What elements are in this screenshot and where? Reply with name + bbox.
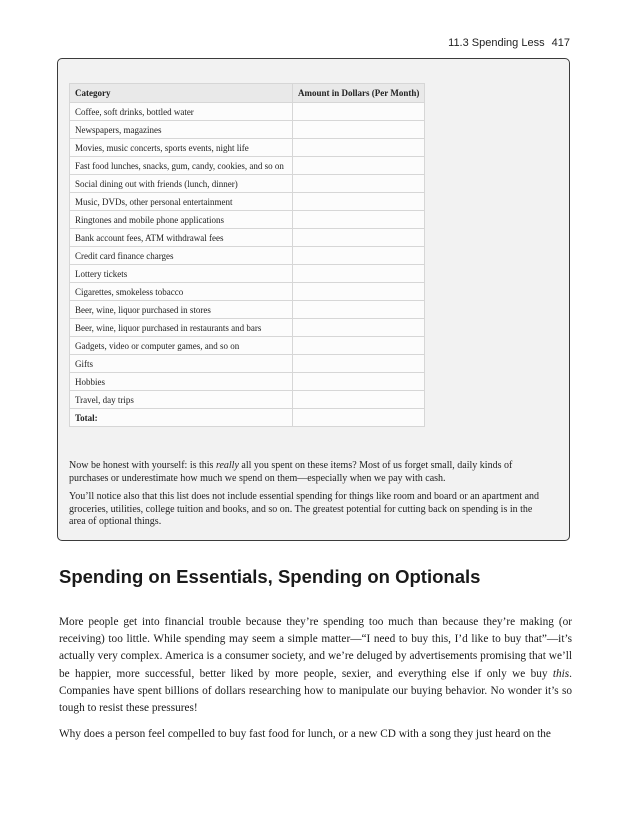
box-paragraph [69,460,549,485]
category-cell: Hobbies [70,373,293,391]
emphasis: really [215,460,239,471]
text-run: . Companies have spent billions of dollars researching how to manipulate our buying behavior. No wonder it’s so tough to resist these pressures! [59,667,572,715]
spending-table [69,83,425,427]
table-row [70,265,425,283]
table-row [70,139,425,157]
table-row [70,283,425,301]
table-row [70,193,425,211]
category-cell: Beer, wine, liquor purchased in stores [70,301,293,319]
table-row [70,121,425,139]
body-paragraph: Why does a person feel compelled to buy fast food for lunch, or a new CD with a song they just heard on the [59,728,551,741]
table-row [70,211,425,229]
table-row [70,355,425,373]
amount-cell[interactable] [293,373,425,391]
table-row [70,103,425,121]
table-row [70,319,425,337]
amount-cell[interactable] [293,121,425,139]
table-row [70,391,425,409]
amount-cell[interactable] [293,175,425,193]
page-number: 417 [551,37,570,49]
amount-cell[interactable] [293,301,425,319]
text-run: More people get into financial trouble because they’re spending too much than because they’re making (or receiving) too little. While spending may seem a simple matter—“I need to buy this, I’d like to buy that”—it’s actually very complex. America is a consumer society, and we’re deluged by advertisements promising that we’ll be happier, more successful, better liked by more people, sexier, and everything else if only we buy [59,616,572,680]
amount-cell[interactable] [293,319,425,337]
category-cell: Lottery tickets [70,265,293,283]
emphasis: this [552,667,570,680]
category-cell: Cigarettes, smokeless tobacco [70,283,293,301]
table-row [70,229,425,247]
category-cell: Coffee, soft drinks, bottled water [70,103,293,121]
amount-cell[interactable] [293,211,425,229]
category-cell: Gadgets, video or computer games, and so on [70,337,293,355]
table-row [70,301,425,319]
text-run: Now be honest with yourself: is this [69,460,216,471]
body-paragraph [59,614,572,717]
table-body [70,103,425,427]
category-cell: Social dining out with friends (lunch, dinner) [70,175,293,193]
category-cell: Beer, wine, liquor purchased in restaurants and bars [70,319,293,337]
category-cell: Bank account fees, ATM withdrawal fees [70,229,293,247]
amount-cell[interactable] [293,193,425,211]
table-row [70,175,425,193]
amount-cell[interactable] [293,283,425,301]
column-header-amount: Amount in Dollars (Per Month) [293,84,425,103]
table-row [70,247,425,265]
category-cell: Fast food lunches, snacks, gum, candy, cookies, and so on [70,157,293,175]
table-row [70,373,425,391]
total-row [70,409,425,427]
amount-cell[interactable] [293,157,425,175]
amount-cell[interactable] [293,103,425,121]
section-title: Spending on Essentials, Spending on Optionals [59,566,481,587]
total-amount-cell[interactable] [293,409,425,427]
table-row [70,157,425,175]
section-label: 11.3 Spending Less [448,37,545,49]
category-cell: Travel, day trips [70,391,293,409]
running-header [448,37,570,49]
body-text [59,614,572,752]
category-cell: Credit card finance charges [70,247,293,265]
amount-cell[interactable] [293,337,425,355]
total-label: Total: [70,409,293,427]
amount-cell[interactable] [293,247,425,265]
exercise-box [57,58,570,541]
amount-cell[interactable] [293,139,425,157]
amount-cell[interactable] [293,355,425,373]
amount-cell[interactable] [293,265,425,283]
box-text [69,460,549,535]
text-run: all you spent on these items? Most of us forget small, daily kinds of purchases or underestimate how much we spend on them—especially when we pay with cash. [69,460,513,484]
box-paragraph: You’ll notice also that this list does not include essential spending for things like room and board or an apartment and groceries, utilities, college tuition and books, and so on. The greatest potential for cutting back on spending is in the area of optional things. [69,491,540,527]
table-row [70,337,425,355]
category-cell: Music, DVDs, other personal entertainment [70,193,293,211]
category-cell: Ringtones and mobile phone applications [70,211,293,229]
table-header-row [70,84,425,103]
category-cell: Newspapers, magazines [70,121,293,139]
amount-cell[interactable] [293,391,425,409]
column-header-category: Category [70,84,293,103]
category-cell: Gifts [70,355,293,373]
category-cell: Movies, music concerts, sports events, night life [70,139,293,157]
amount-cell[interactable] [293,229,425,247]
